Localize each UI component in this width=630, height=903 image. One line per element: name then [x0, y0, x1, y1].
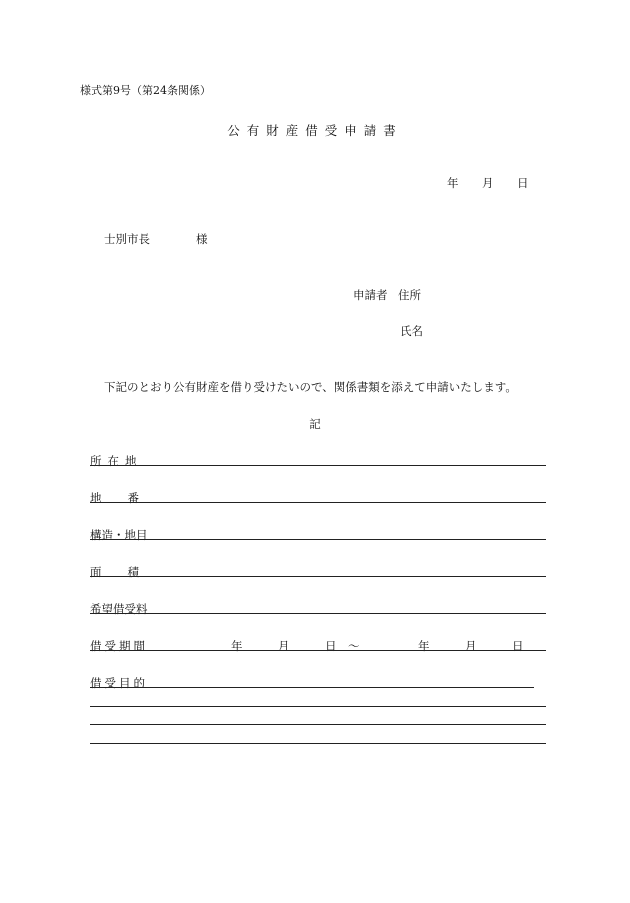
- period-end-day: 日: [512, 639, 524, 653]
- purpose-extra-line-2[interactable]: [90, 724, 546, 725]
- field-period-label: 借受期間: [90, 639, 148, 653]
- field-area-line[interactable]: [90, 576, 546, 577]
- date-month-label: 月: [482, 176, 494, 190]
- ki-heading: 記: [309, 417, 321, 431]
- application-statement: 下記のとおり公有財産を借り受けたいので、関係書類を添えて申請いたします。: [104, 380, 517, 394]
- field-location-line[interactable]: [90, 465, 546, 466]
- addressee-honorific: 様: [196, 232, 208, 246]
- date-day-label: 日: [517, 176, 529, 190]
- period-end-year: 年: [418, 639, 430, 653]
- period-start-year: 年: [231, 639, 243, 653]
- field-structure-line[interactable]: [90, 539, 546, 540]
- field-lot-number-line[interactable]: [90, 502, 546, 503]
- field-desired-fee-line[interactable]: [90, 613, 546, 614]
- field-desired-fee-label: 希望借受料: [90, 602, 148, 616]
- purpose-extra-line-1[interactable]: [90, 706, 546, 707]
- field-structure-label: 構造・地目: [90, 528, 148, 542]
- form-number: 様式第9号（第24条関係）: [80, 84, 211, 97]
- applicant-name-label: 氏名: [400, 324, 423, 338]
- field-lot-number-label: 地番: [90, 491, 165, 505]
- addressee-name: 士別市長: [104, 232, 150, 246]
- period-end-month: 月: [465, 639, 477, 653]
- period-tilde: ～: [348, 639, 360, 653]
- period-start-month: 月: [278, 639, 290, 653]
- applicant-label: 申請者: [353, 288, 388, 302]
- field-period-line[interactable]: [90, 650, 546, 651]
- applicant-address-label: 住所: [398, 288, 421, 302]
- period-start-day: 日: [325, 639, 337, 653]
- field-purpose-line[interactable]: [90, 687, 534, 688]
- field-location-label: 所在地: [90, 454, 143, 468]
- date-year-label: 年: [447, 176, 459, 190]
- purpose-extra-line-3[interactable]: [90, 743, 546, 744]
- field-area-label: 面積: [90, 565, 165, 579]
- field-purpose-label: 借受目的: [90, 676, 148, 690]
- page-title: 公有財産借受申請書: [227, 123, 403, 138]
